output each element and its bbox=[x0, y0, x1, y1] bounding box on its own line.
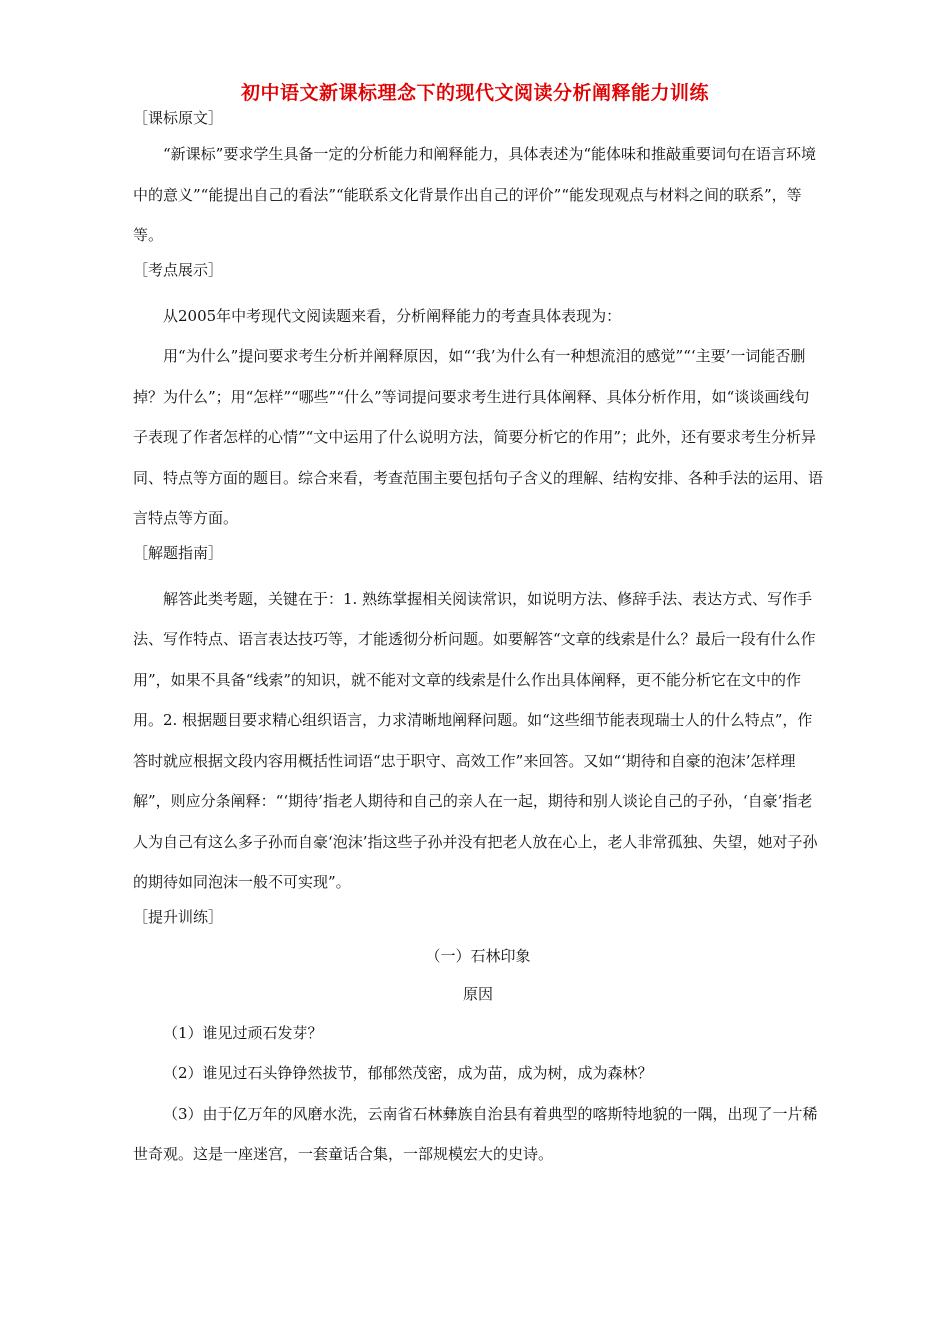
passage-subtitle: 原因 bbox=[462, 984, 493, 1003]
section-paragraph: 从2005年中考现代文阅读题来看，分析阐释能力的考查具体表现为： bbox=[163, 306, 622, 325]
passage-title: （一）石林印象 bbox=[425, 946, 531, 965]
section-paragraph: 解答此类考题，关键在于：1. 熟练掌握相关阅读常识，如说明方法、修辞手法、表达方式、写作手法、写作特点、语言表达技巧等，才能透彻分析问题。如要解答“文章的线索是什么？最后一段有什么作用”，如果不具备“线索”的知识，就不能对文章的线索是什么作出具体阐释，更不能分析它在文中的作用。2. 根据题目要求精心组织语言，力求清晰地阐释问题。如“这些细节能表现瑞士人的什么特点”，作答时就应根据文段内容用概括性词语“忠于职守、高效工作”来回答。又如“‘期待和自豪的泡沫’怎样理解”，则应分条阐释：“‘期待’指老人期待和自己的亲人在一起，期待和别人谈论自己的子孙，‘自豪’指老人为自己有这么多子孙而自豪‘泡沫’指这些子孙并没有把老人放在心上，老人非常孤独、失望，她对子孙的期待如同泡沫一般不可实现”。 bbox=[133, 589, 818, 891]
passage-paragraph: （3）由于亿万年的风磨水洗，云南省石林彝族自治县有着典型的喀斯特地貌的一隅，出现了一片稀世奇观。这是一座迷宫，一套童话合集，一部规模宏大的史诗。 bbox=[133, 1104, 818, 1163]
document-body bbox=[133, 106, 823, 1175]
section-heading: ［考点展示］ bbox=[133, 260, 224, 279]
section-heading: ［提升训练］ bbox=[133, 907, 224, 926]
passage-paragraph: （2）谁见过石头铮铮然拔节，郁郁然茂密，成为苗，成为树，成为森林？ bbox=[163, 1064, 653, 1082]
passage-paragraph: （1）谁见过顽石发芽？ bbox=[163, 1023, 323, 1042]
section-paragraph: “新课标”要求学生具备一定的分析能力和阐释能力，具体表述为“能体味和推敲重要词句在语言环境中的意义”“能提出自己的看法”“能联系文化背景作出自己的评价”“能发现观点与材料之间的联系”，等等。 bbox=[133, 145, 817, 244]
section-heading: ［解题指南］ bbox=[133, 543, 224, 562]
section-paragraph: 用“为什么”提问要求考生分析并阐释原因，如“‘我’为什么有一种想流泪的感觉”“‘主要’一词能否删掉？为什么”；用“怎样”“哪些”“什么”等词提问要求考生进行具体阐释、具体分析作用，如“谈谈画线句子表现了作者怎样的心情”“文中运用了什么说明方法，简要分析它的作用”；此外，还有要求考生分析异同、特点等方面的题目。综合来看，考查范围主要包括句子含义的理解、结构安排、各种手法的运用、语言特点等方面。 bbox=[133, 347, 824, 527]
section-heading: ［课标原文］ bbox=[133, 109, 224, 127]
document-title: 初中语文新课标理念下的现代文阅读分析阐释能力训练 bbox=[240, 82, 709, 104]
